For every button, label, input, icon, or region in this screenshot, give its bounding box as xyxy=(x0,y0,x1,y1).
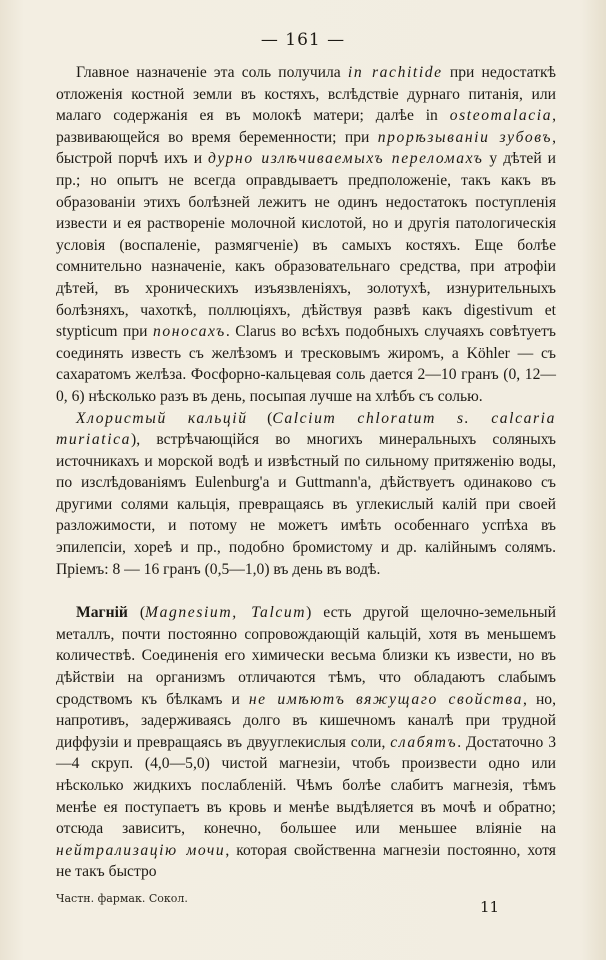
text-run: . Clarus во всѣхъ подобныхъ случаяхъ совѣтуетъ соединять известь съ желѣзомъ и тресковымъ жиромъ, а Köhler — съ сахаратомъ желѣза. Фосфорно-кальцевая соль дается 2—10 гранъ (0, 12—0, 6) нѣсколько разъ въ день, посыпая лучше на хлѣбъ съ солью. xyxy=(56,323,556,405)
latin-term: in rachitide xyxy=(347,64,443,81)
paragraph-magnesium xyxy=(56,602,556,883)
text-run: , но, напротивъ, задерживаясь долго въ кишечномъ каналѣ при трудной диффузіи и превращаясь въ двууглекислыя соли, xyxy=(56,690,556,751)
latin-term: osteomalacia xyxy=(449,107,553,125)
paragraph-calcium-chloride xyxy=(56,408,556,581)
emphasis: прорѣзываніи зубовъ xyxy=(377,128,553,146)
text-run: ) есть другой щелочно-земельный металлъ, почти постоянно сопровождающій кальцій, хотя въ меньшемъ количествѣ. Соединенія его химически весьма близки къ извести, но въ дѣйствіи на организмъ отличаются тѣмъ, что обладаютъ слабымъ сродствомъ къ бѣлкамъ и xyxy=(56,604,556,708)
text-run: у дѣтей и пр.; но опытъ не всегда оправдываетъ предположеніе, такъ какъ въ образованіи этихъ болѣзней лежитъ не одинъ недостатокъ поступленія извести и ея раствореніе молочной кислотой, но и другія патологическія условія (воспаленіе, размягченіе) въ самыхъ костяхъ. Еще болѣе сомнительно назначеніе, какъ образовательнаго средства, при атрофіи дѣтей, въ хроническихъ изъязвленіяхъ, золотухѣ, изнурительныхъ болѣзняхъ, чахоткѣ, поллюціяхъ, дѣйствуя развѣ какъ digestivum et stypticum при xyxy=(56,150,557,341)
text-run: ( xyxy=(247,409,273,427)
page-body xyxy=(56,62,556,883)
emphasis: нейтрализацію мочи xyxy=(56,841,226,859)
text-run: Главное назначеніе эта соль получила xyxy=(76,64,348,81)
text-run: при недостаткѣ отложенія костной земли въ костяхъ, вслѣдствіе дурнаго питанія, или малаго содержанія ея въ молокѣ матери; далѣе in xyxy=(56,64,557,125)
paragraph-calcium-phosphate-uses xyxy=(56,62,556,408)
section-heading: Магній xyxy=(76,604,128,622)
section-heading: Хлористый кальцій xyxy=(76,409,248,427)
text-run: , которая свойственна магнезіи постоянно, хотя не такъ быстро xyxy=(56,841,556,881)
footer-signature-line: Частн. фармак. Сокол. xyxy=(56,892,188,905)
text-run: ( xyxy=(127,604,146,622)
text-run: , развивающейся во время беременности; при xyxy=(56,107,556,146)
latin-term: Magnesium, Talcum xyxy=(145,604,307,622)
text-run: ), встрѣчающійся во многихъ минеральныхъ соляныхъ источникахъ и морской водѣ и извѣстный по сильному притяженію воды, по изслѣдованіямъ Eulenburg'a и Guttmann'a, дѣйствуетъ одинаково съ другими солями кальція, превращаясь въ углекислый калій при своей разложимости, и потому не можетъ имѣть особеннаго успѣха въ эпилепсіи, хореѣ и пр., подобно бромистому и др. калійнымъ солямъ. Пріемъ: 8 — 16 гранъ (0,5—1,0) въ день въ водѣ. xyxy=(56,431,556,578)
latin-term: Calcium chloratum s. calcaria muriatica xyxy=(56,409,556,449)
text-run: , быстрой порчѣ ихъ и xyxy=(56,128,556,168)
page-number: — 161 — xyxy=(260,30,346,50)
emphasis: не имѣютъ вяжущаго свойства xyxy=(248,690,524,708)
printer-signature-mark: 11 xyxy=(480,898,500,916)
emphasis: дурно излѣчиваемыхъ переломахъ xyxy=(208,150,484,168)
emphasis: поносахъ xyxy=(152,323,226,341)
text-run: . Достаточно 3—4 скруп. (4,0—5,0) чистой магнезіи, чтобъ произвести одно или нѣсколько жидкихъ послабленій. Чѣмъ болѣе слабитъ магнезія, тѣмъ менѣе ея поступаетъ въ кровь и менѣе выдѣляется въ мочѣ и обратно; отсюда зависитъ, конечно, большее или меньшее вліяніе на xyxy=(56,733,557,838)
emphasis: слабятъ xyxy=(390,733,458,751)
